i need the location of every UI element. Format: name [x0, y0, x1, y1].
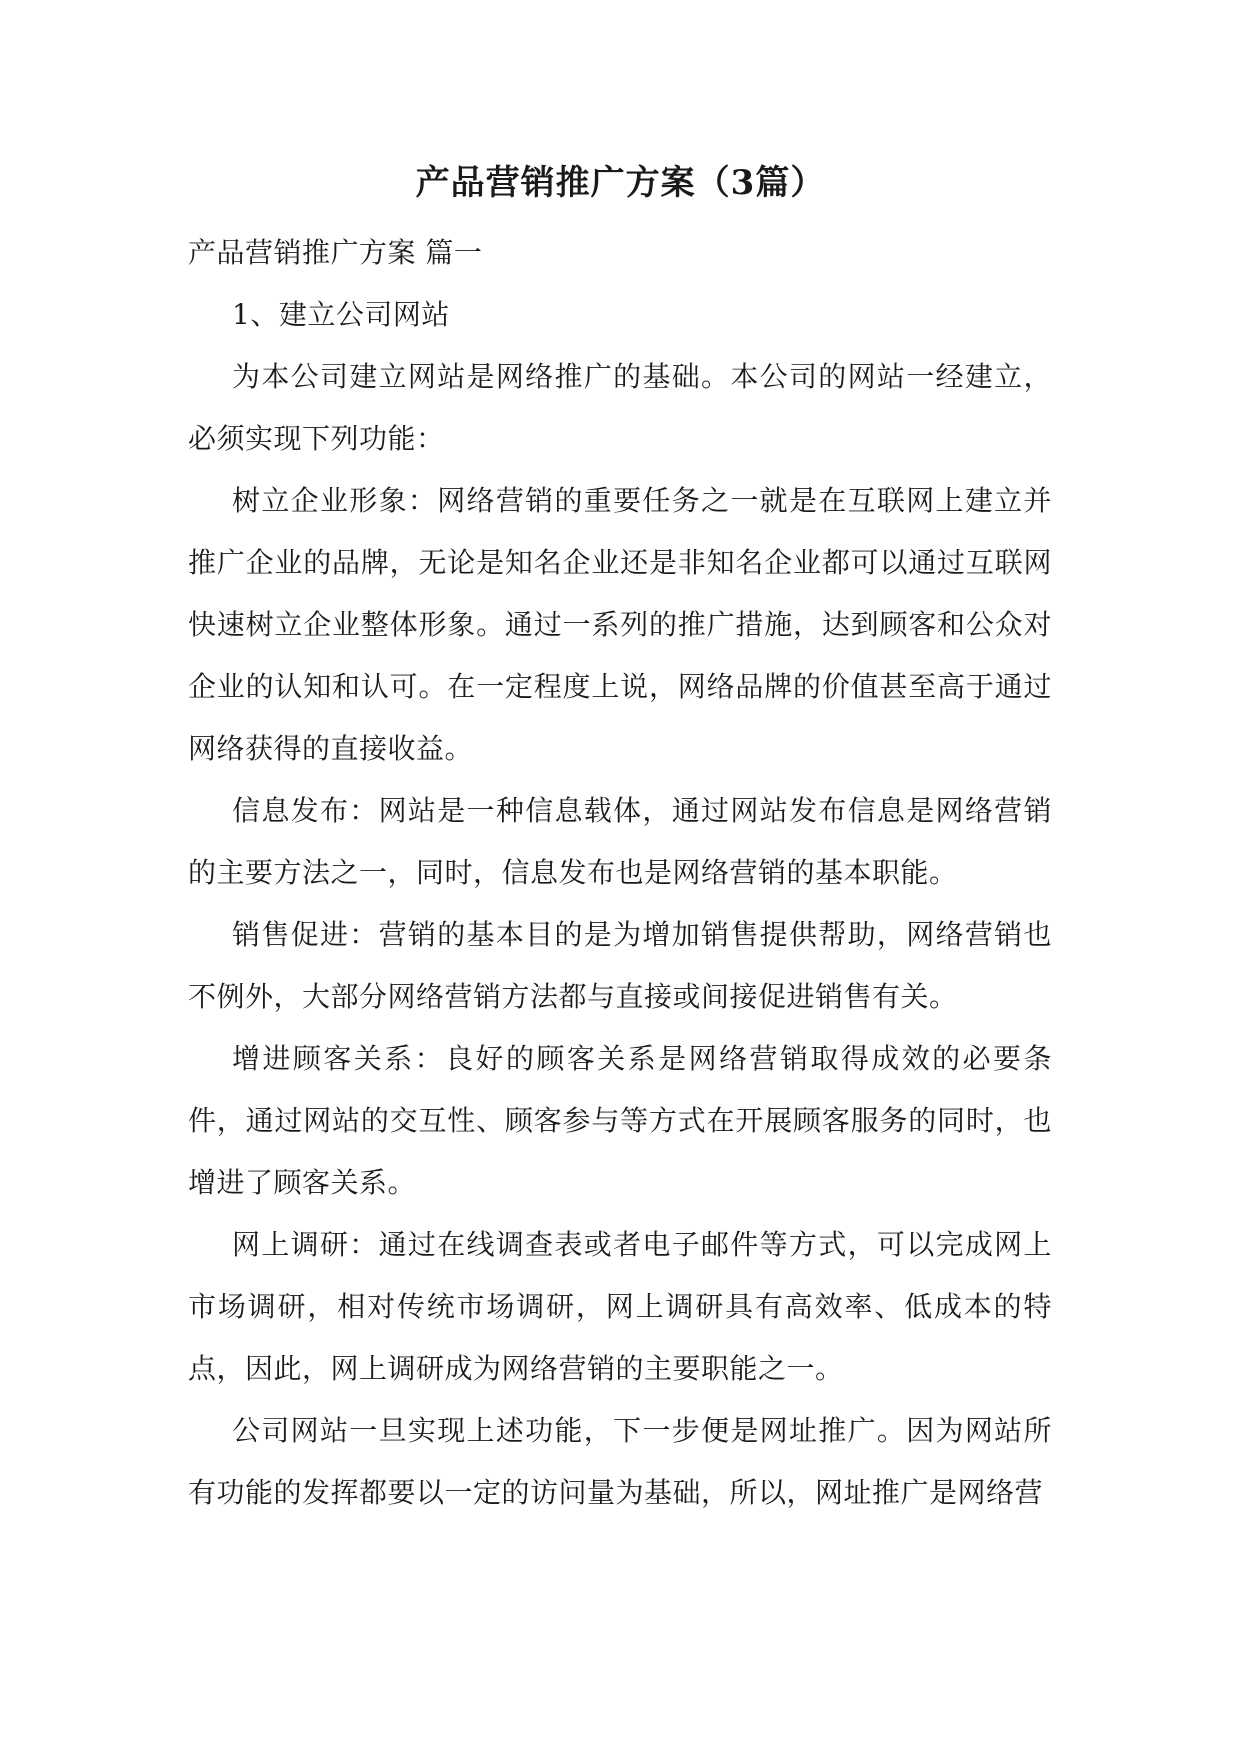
- paragraph: 树立企业形象：网络营销的重要任务之一就是在互联网上建立并推广企业的品牌，无论是知名企业还是非知名企业都可以通过互联网快速树立企业整体形象。通过一系列的推广措施，达到顾客和公众对企业的认知和认可。在一定程度上说，网络品牌的价值甚至高于通过网络获得的直接收益。: [188, 484, 1052, 765]
- paragraph: 网上调研：通过在线调查表或者电子邮件等方式，可以完成网上市场调研，相对传统市场调研，网上调研具有高效率、低成本的特点，因此，网上调研成为网络营销的主要职能之一。: [188, 1228, 1052, 1385]
- document-title: 产品营销推广方案（3篇）: [415, 163, 826, 203]
- section-heading: 产品营销推广方案 篇一: [188, 236, 483, 269]
- paragraph: 公司网站一旦实现上述功能，下一步便是网址推广。因为网站所有功能的发挥都要以一定的访问量为基础，所以，网址推广是网络营: [188, 1414, 1052, 1509]
- paragraph: 信息发布：网站是一种信息载体，通过网站发布信息是网络营销的主要方法之一，同时，信息发布也是网络营销的基本职能。: [188, 794, 1052, 889]
- paragraph: 为本公司建立网站是网络推广的基础。本公司的网站一经建立，必须实现下列功能：: [188, 360, 1052, 455]
- paragraph: 增进顾客关系：良好的顾客关系是网络营销取得成效的必要条件，通过网站的交互性、顾客参与等方式在开展顾客服务的同时，也增进了顾客关系。: [188, 1042, 1052, 1199]
- subheading: 1、建立公司网站: [232, 298, 450, 331]
- paragraph: 销售促进：营销的基本目的是为增加销售提供帮助，网络营销也不例外，大部分网络营销方法都与直接或间接促进销售有关。: [188, 918, 1052, 1013]
- document-body: [188, 222, 1052, 1524]
